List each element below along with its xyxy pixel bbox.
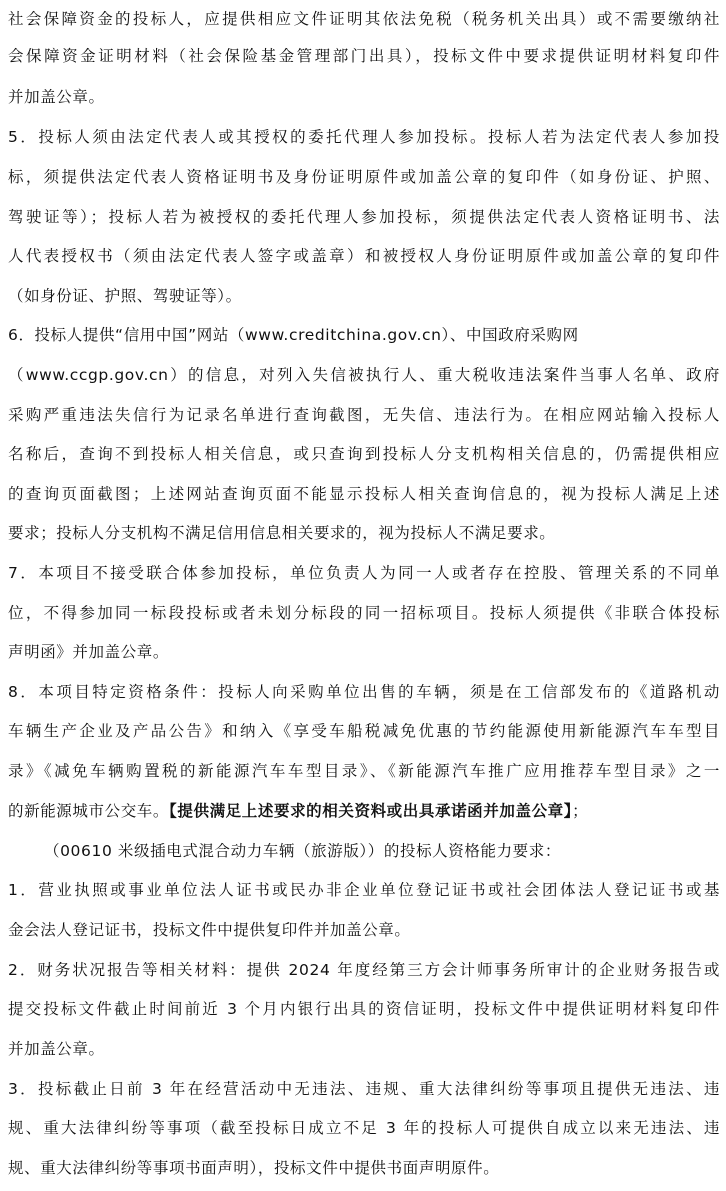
text-line: 并加盖公章。 xyxy=(8,1040,105,1058)
text-line: 1．营业执照或事业单位法人证书或民办非企业单位登记证书或社会团体法人登记证书或基 xyxy=(8,881,720,899)
text-line: （www.ccgp.gov.cn）的信息，对列入失信被执行人、重大税收违法案件当事人名单、政府 xyxy=(8,366,720,384)
text-line: 金会法人登记证书，投标文件中提供复印件并加盖公章。 xyxy=(8,921,411,939)
text-line: 位，不得参加同一标段投标或者未划分标段的同一招标项目。投标人须提供《非联合体投标 xyxy=(8,604,720,622)
emphasis-text: 【提供满足上述要求的相关资料或出具承诺函并加盖公章】 xyxy=(169,802,573,820)
text-line: 的查询页面截图；上述网站查询页面不能显示投标人相关查询信息的，视为投标人满足上述 xyxy=(8,485,720,503)
text-line: 3．投标截止日前 3 年在经营活动中无违法、违规、重大法律纠纷等事项且提供无违法、违 xyxy=(8,1080,720,1098)
text-line: 驾驶证等）；投标人若为被授权的委托代理人参加投标，须提供法定代表人资格证明书、法 xyxy=(8,208,720,226)
text-line: 2．财务状况报告等相关材料：提供 2024 年度经第三方会计师事务所审计的企业财务报告或 xyxy=(8,961,720,979)
text-line: 采购严重违法失信行为记录名单进行查询截图，无失信、违法行为。在相应网站输入投标人 xyxy=(8,406,720,424)
text-line: 并加盖公章。 xyxy=(8,88,105,106)
text-line: 社会保障资金的投标人，应提供相应文件证明其依法免税（税务机关出具）或不需要缴纳社 xyxy=(8,10,720,28)
text-run: ； xyxy=(572,802,589,820)
text-line: 录》《减免车辆购置税的新能源汽车车型目录》、《新能源汽车推广应用推荐车型目录》之一 xyxy=(8,762,720,780)
text-line: 规、重大法律纠纷等事项书面声明），投标文件中提供书面声明原件。 xyxy=(8,1159,500,1177)
section-heading: （00610 米级插电式混合动力车辆（旅游版））的投标人资格能力要求： xyxy=(44,842,561,860)
text-line: 声明函》并加盖公章。 xyxy=(8,643,170,661)
text-line: 7．本项目不接受联合体参加投标，单位负责人为同一人或者存在控股、管理关系的不同单 xyxy=(8,564,720,582)
text-line: （如身份证、护照、驾驶证等）。 xyxy=(8,287,242,305)
text-line: 会保障资金证明材料（社会保险基金管理部门出具），投标文件中要求提供证明材料复印件 xyxy=(8,47,720,65)
text-line: 名称后，查询不到投标人相关信息，或只查询到投标人分支机构相关信息的，仍需提供相应 xyxy=(8,445,720,463)
text-line-with-emphasis xyxy=(8,794,720,828)
text-line: 规、重大法律纠纷等事项（截至投标日成立不足 3 年的投标人可提供自成立以来无违法、违 xyxy=(8,1119,720,1137)
text-line: 标，须提供法定代表人资格证明书及身份证明原件或加盖公章的复印件（如身份证、护照、 xyxy=(8,168,720,186)
text-line: 8．本项目特定资格条件：投标人向采购单位出售的车辆，须是在工信部发布的《道路机动 xyxy=(8,683,720,701)
text-line: 人代表授权书（须由法定代表人签字或盖章）和被授权人身份证明原件或加盖公章的复印件 xyxy=(8,247,720,265)
text-line: 提交投标文件截止时间前近 3 个月内银行出具的资信证明，投标文件中提供证明材料复印件 xyxy=(8,1000,720,1018)
text-line: 要求；投标人分支机构不满足信用信息相关要求的，视为投标人不满足要求。 xyxy=(8,524,556,542)
text-line: 6．投标人提供“信用中国”网站（www.creditchina.gov.cn）、中国政府采购网 xyxy=(8,326,579,344)
text-line: 5．投标人须由法定代表人或其授权的委托代理人参加投标。投标人若为法定代表人参加投 xyxy=(8,128,720,146)
text-line: 车辆生产企业及产品公告》和纳入《享受车船税减免优惠的节约能源使用新能源汽车车型目 xyxy=(8,722,720,740)
text-run: 的新能源城市公交车。 xyxy=(8,802,170,820)
